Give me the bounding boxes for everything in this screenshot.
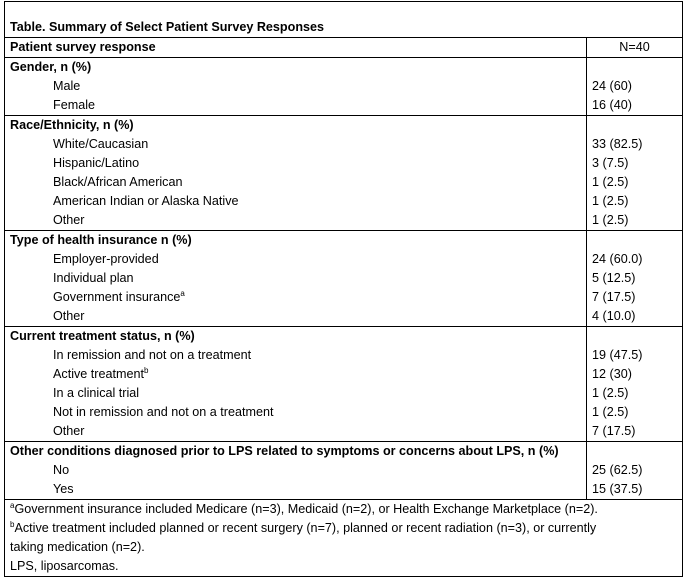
row-label-cell bbox=[5, 154, 587, 173]
section-heading: Type of health insurance n (%) bbox=[5, 231, 587, 251]
abbreviation-text: LPS, liposarcomas. bbox=[10, 559, 119, 573]
row-value: 1 (2.5) bbox=[587, 211, 683, 231]
row-label-cell bbox=[5, 480, 587, 500]
table-row bbox=[5, 365, 683, 384]
footnotes bbox=[5, 500, 683, 577]
row-label-cell bbox=[5, 250, 587, 269]
footnote-a bbox=[10, 500, 677, 519]
row-label-cell bbox=[5, 211, 587, 231]
section-heading-row bbox=[5, 231, 683, 251]
section-heading-row bbox=[5, 442, 683, 462]
table-title-row bbox=[5, 2, 683, 38]
table-row bbox=[5, 403, 683, 422]
table-row bbox=[5, 250, 683, 269]
row-label-cell bbox=[5, 173, 587, 192]
column-header-row bbox=[5, 38, 683, 58]
survey-summary-table bbox=[4, 1, 683, 577]
row-label: Other bbox=[53, 213, 85, 227]
footnote-a-text: Government insurance included Medicare (n=3), Medicaid (n=2), or Health Exchange Marketplace (n=2). bbox=[14, 502, 598, 516]
table-row bbox=[5, 77, 683, 96]
row-label-cell bbox=[5, 422, 587, 442]
table-row bbox=[5, 154, 683, 173]
table-row bbox=[5, 173, 683, 192]
row-label: Male bbox=[53, 79, 81, 93]
row-value: 7 (17.5) bbox=[587, 422, 683, 442]
row-value: 7 (17.5) bbox=[587, 288, 683, 307]
row-value: 25 (62.5) bbox=[587, 461, 683, 480]
row-label: White/Caucasian bbox=[53, 137, 149, 151]
section-heading-value bbox=[587, 231, 683, 251]
row-label-cell bbox=[5, 288, 587, 307]
table-row bbox=[5, 346, 683, 365]
row-value: 24 (60.0) bbox=[587, 250, 683, 269]
footnote-b-mark: b bbox=[10, 519, 15, 529]
row-value: 12 (30) bbox=[587, 365, 683, 384]
section-heading-value bbox=[587, 442, 683, 462]
row-label: Employer-provided bbox=[53, 252, 159, 266]
section-heading-row bbox=[5, 58, 683, 78]
footnote-a-mark: a bbox=[10, 500, 15, 510]
table-row bbox=[5, 192, 683, 211]
row-value: 1 (2.5) bbox=[587, 403, 683, 422]
row-value: 24 (60) bbox=[587, 77, 683, 96]
section-heading-value bbox=[587, 327, 683, 347]
row-label-cell bbox=[5, 307, 587, 327]
footnote-b-cont bbox=[10, 538, 677, 557]
section-heading-row bbox=[5, 116, 683, 136]
row-label: Black/African American bbox=[53, 175, 183, 189]
row-label: No bbox=[53, 463, 70, 477]
row-label-cell bbox=[5, 346, 587, 365]
row-label: In a clinical trial bbox=[53, 386, 140, 400]
footnote-marker: b bbox=[144, 365, 149, 375]
footnote-marker: a bbox=[180, 288, 185, 298]
footnote-b-text-2: taking medication (n=2). bbox=[10, 540, 145, 554]
column-header-n: N=40 bbox=[587, 38, 683, 58]
table-row bbox=[5, 269, 683, 288]
row-label-cell bbox=[5, 135, 587, 154]
row-value: 15 (37.5) bbox=[587, 480, 683, 500]
table-title: Table. Summary of Select Patient Survey Responses bbox=[5, 2, 683, 38]
table-row bbox=[5, 135, 683, 154]
abbreviation-note bbox=[10, 557, 677, 576]
table-row bbox=[5, 422, 683, 442]
row-label: Individual plan bbox=[53, 271, 134, 285]
row-label-cell bbox=[5, 96, 587, 116]
footnote-b bbox=[10, 519, 677, 538]
section-heading: Race/Ethnicity, n (%) bbox=[5, 116, 587, 136]
section-heading: Current treatment status, n (%) bbox=[5, 327, 587, 347]
row-label: Government insurance bbox=[53, 290, 181, 304]
row-value: 16 (40) bbox=[587, 96, 683, 116]
section-heading-value bbox=[587, 58, 683, 78]
row-label-cell bbox=[5, 192, 587, 211]
table-row bbox=[5, 96, 683, 116]
row-label: Female bbox=[53, 98, 95, 112]
column-header-label: Patient survey response bbox=[5, 38, 587, 58]
row-label: Other bbox=[53, 424, 85, 438]
table-row bbox=[5, 288, 683, 307]
section-heading-value bbox=[587, 116, 683, 136]
row-value: 33 (82.5) bbox=[587, 135, 683, 154]
table-row bbox=[5, 461, 683, 480]
row-value: 1 (2.5) bbox=[587, 192, 683, 211]
row-label-cell bbox=[5, 77, 587, 96]
row-label: Other bbox=[53, 309, 85, 323]
row-value: 4 (10.0) bbox=[587, 307, 683, 327]
footnotes-row bbox=[5, 500, 683, 577]
row-label: In remission and not on a treatment bbox=[53, 348, 252, 362]
section-heading-row bbox=[5, 327, 683, 347]
footnote-b-text-1: Active treatment included planned or recent surgery (n=7), planned or recent radiation (n=3), or currently bbox=[14, 521, 597, 535]
table-row bbox=[5, 211, 683, 231]
row-label-cell bbox=[5, 269, 587, 288]
row-label: Yes bbox=[53, 482, 74, 496]
row-label: American Indian or Alaska Native bbox=[53, 194, 239, 208]
row-label-cell bbox=[5, 461, 587, 480]
row-label-cell bbox=[5, 365, 587, 384]
row-value: 1 (2.5) bbox=[587, 384, 683, 403]
row-label: Not in remission and not on a treatment bbox=[53, 405, 274, 419]
row-value: 1 (2.5) bbox=[587, 173, 683, 192]
row-label: Hispanic/Latino bbox=[53, 156, 140, 170]
section-heading: Gender, n (%) bbox=[5, 58, 587, 78]
table-row bbox=[5, 307, 683, 327]
row-value: 19 (47.5) bbox=[587, 346, 683, 365]
section-heading: Other conditions diagnosed prior to LPS related to symptoms or concerns about LPS, n (%) bbox=[5, 442, 587, 462]
table-row bbox=[5, 384, 683, 403]
row-value: 5 (12.5) bbox=[587, 269, 683, 288]
row-label-cell bbox=[5, 384, 587, 403]
row-label: Active treatment bbox=[53, 367, 144, 381]
row-value: 3 (7.5) bbox=[587, 154, 683, 173]
row-label-cell bbox=[5, 403, 587, 422]
table-row bbox=[5, 480, 683, 500]
